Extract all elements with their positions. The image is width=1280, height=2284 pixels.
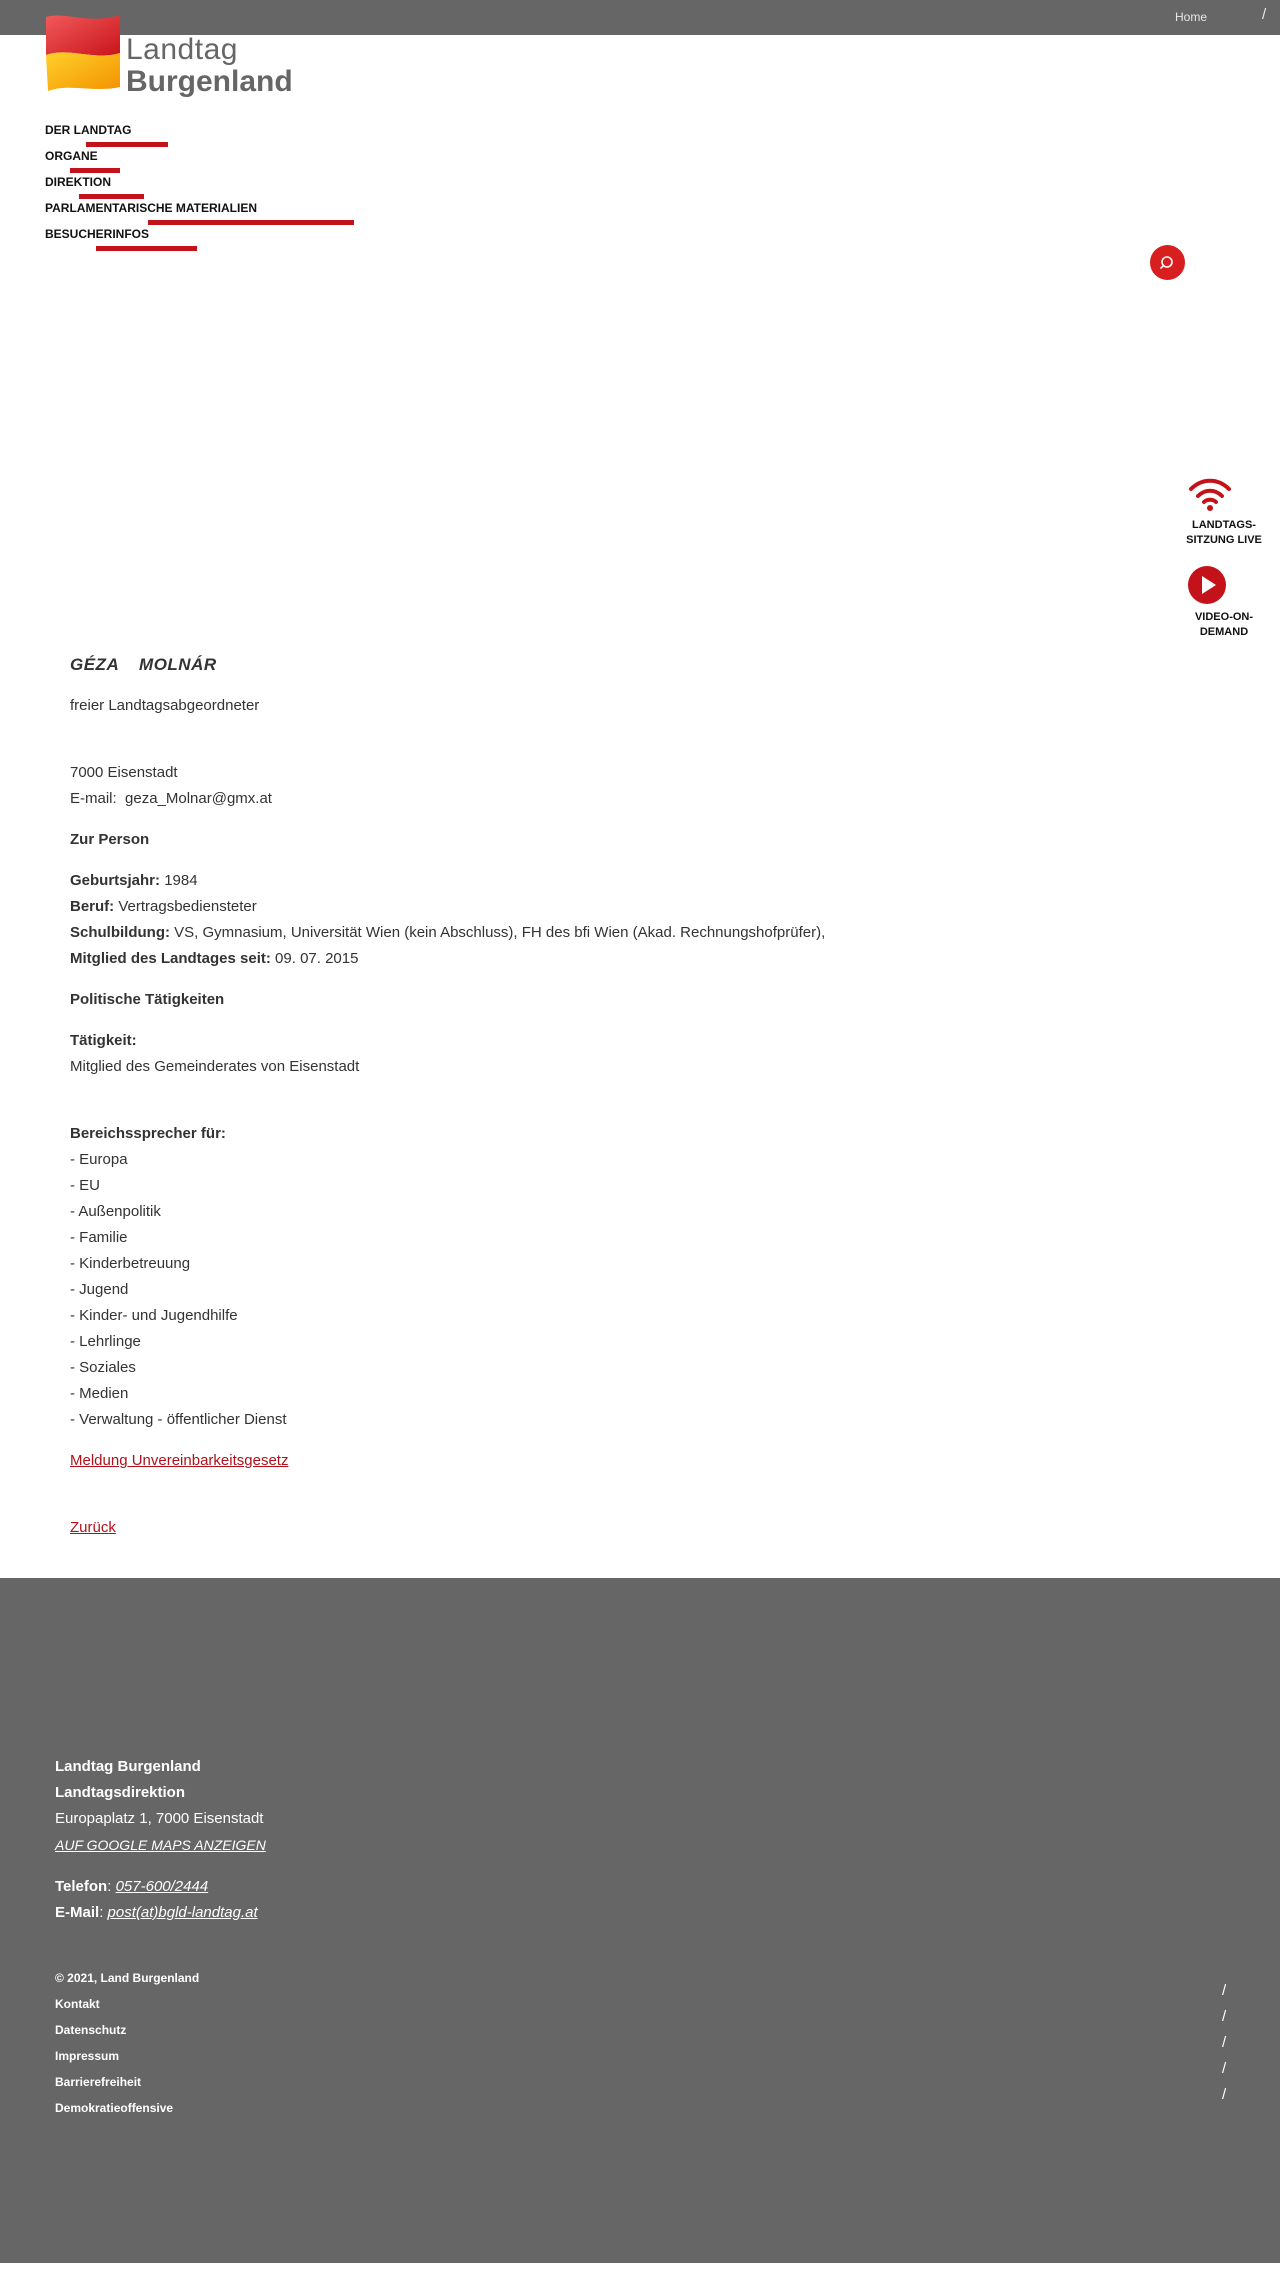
search-icon	[1160, 255, 1176, 271]
nav-item-organe[interactable]	[45, 147, 445, 173]
birth-label: Geburtsjahr:	[70, 872, 161, 889]
wifi-icon	[1188, 477, 1232, 511]
activity-label: Tätigkeit:	[70, 1032, 137, 1049]
nav-item-parlamentarische-materialien[interactable]	[45, 199, 445, 225]
job-row	[70, 894, 1070, 920]
person-heading: Zur Person	[70, 831, 150, 848]
live-session-label: LANDTAGS-SITZUNG LIVE	[1186, 519, 1262, 546]
video-on-demand-link[interactable]	[1174, 565, 1274, 640]
job-label: Beruf:	[70, 898, 115, 915]
phone-link[interactable]: 057-600/2444	[115, 1878, 209, 1895]
main-navigation	[45, 121, 445, 251]
phone-label: Telefon	[55, 1878, 108, 1895]
footer-link-kontakt[interactable]: Kontakt	[55, 1997, 100, 2011]
mail-link[interactable]: post(at)bgld-landtag.at	[107, 1904, 258, 1921]
footer-links	[55, 1965, 199, 2121]
flag-icon	[44, 11, 122, 91]
list-item: - Außenpolitik	[70, 1203, 161, 1220]
topbar-separator: /	[1262, 6, 1267, 23]
member-address: 7000 Eisenstadt	[70, 764, 178, 781]
spokesperson-label: Bereichssprecher für:	[70, 1125, 226, 1142]
list-item: - EU	[70, 1177, 100, 1194]
list-item: - Medien	[70, 1385, 129, 1402]
list-item: - Soziales	[70, 1359, 136, 1376]
school-row	[70, 920, 1070, 946]
member-since-row	[70, 946, 1070, 972]
list-item: - Lehrlinge	[70, 1333, 141, 1350]
list-item: - Jugend	[70, 1281, 129, 1298]
job-value: Vertragsbediensteter	[118, 898, 257, 915]
search-button[interactable]	[1150, 245, 1185, 280]
spokesperson-list	[70, 1147, 1070, 1433]
video-on-demand-label: VIDEO-ON-DEMAND	[1194, 611, 1254, 638]
home-link[interactable]: Home	[1175, 10, 1208, 24]
nav-item-direktion[interactable]	[45, 173, 445, 199]
nav-label: PARLAMENTARISCHE MATERIALIEN	[45, 201, 257, 215]
footer-separator: /	[1222, 2034, 1227, 2051]
live-session-link[interactable]	[1174, 477, 1274, 548]
footer-address: Europaplatz 1, 7000 Eisenstadt	[55, 1810, 264, 1827]
member-since-value: 09. 07. 2015	[275, 950, 359, 967]
member-name: GÉZA MOLNÁR	[70, 655, 217, 674]
mail-label: E-Mail	[55, 1904, 100, 1921]
footer-link-impressum[interactable]: Impressum	[55, 2049, 120, 2063]
google-maps-link[interactable]: AUF GOOGLE MAPS ANZEIGEN	[55, 1837, 266, 1853]
birth-value: 1984	[164, 872, 198, 889]
list-item: - Kinder- und Jugendhilfe	[70, 1307, 238, 1324]
footer-link-demokratieoffensive[interactable]: Demokratieoffensive	[55, 2101, 174, 2115]
logo-text-burgenland: Burgenland	[126, 65, 293, 98]
footer-separator: /	[1222, 2086, 1227, 2103]
back-link[interactable]: Zurück	[70, 1519, 116, 1536]
activity-value: Mitglied des Gemeinderates von Eisenstadt	[70, 1058, 360, 1075]
member-role: freier Landtagsabgeordneter	[70, 697, 260, 714]
copyright: © 2021, Land Burgenland	[55, 1971, 200, 1985]
email-label: E-mail:	[70, 790, 117, 807]
list-item: - Familie	[70, 1229, 128, 1246]
list-item: - Europa	[70, 1151, 128, 1168]
member-since-label: Mitglied des Landtages seit:	[70, 950, 271, 967]
nav-item-der-landtag[interactable]	[45, 121, 445, 147]
nav-underline	[96, 246, 197, 251]
nav-label: DIREKTION	[45, 175, 111, 189]
nav-label: DER LANDTAG	[45, 123, 132, 137]
nav-label: BESUCHERINFOS	[45, 227, 150, 241]
footer-separator: /	[1222, 1982, 1227, 1999]
footer-org: Landtag Burgenland	[55, 1758, 201, 1775]
incompatibility-report-link[interactable]: Meldung Unvereinbarkeitsgesetz	[70, 1452, 289, 1469]
footer-link-barrierefreiheit[interactable]: Barrierefreiheit	[55, 2075, 142, 2089]
political-heading: Politische Tätigkeiten	[70, 991, 225, 1008]
email-value: geza_Molnar@gmx.at	[125, 790, 272, 807]
footer-mail-row: E-Mail: post(at)bgld-landtag.at	[55, 1904, 258, 1921]
footer-contact	[55, 1754, 266, 1926]
profile-content	[70, 652, 1070, 1541]
play-icon	[1187, 565, 1227, 605]
footer-dept: Landtagsdirektion	[55, 1784, 186, 1801]
footer-separators	[1222, 1978, 1226, 2108]
school-label: Schulbildung:	[70, 924, 170, 941]
school-value: VS, Gymnasium, Universität Wien (kein Abschluss), FH des bfi Wien (Akad. Rechnungshofprüfer),	[174, 924, 826, 941]
member-email-row	[70, 786, 1070, 812]
footer-separator: /	[1222, 2008, 1227, 2025]
footer-link-datenschutz[interactable]: Datenschutz	[55, 2023, 127, 2037]
birth-row	[70, 868, 1070, 894]
footer-separator: /	[1222, 2060, 1227, 2077]
logo-text-landtag: Landtag	[126, 33, 238, 66]
footer	[0, 1578, 1280, 2263]
logo[interactable]	[44, 11, 293, 98]
list-item: - Verwaltung - öffentlicher Dienst	[70, 1411, 287, 1428]
nav-label: ORGANE	[45, 149, 98, 163]
footer-phone-row: Telefon: 057-600/2444	[55, 1878, 209, 1895]
list-item: - Kinderbetreuung	[70, 1255, 191, 1272]
nav-item-besucherinfos[interactable]	[45, 225, 445, 251]
